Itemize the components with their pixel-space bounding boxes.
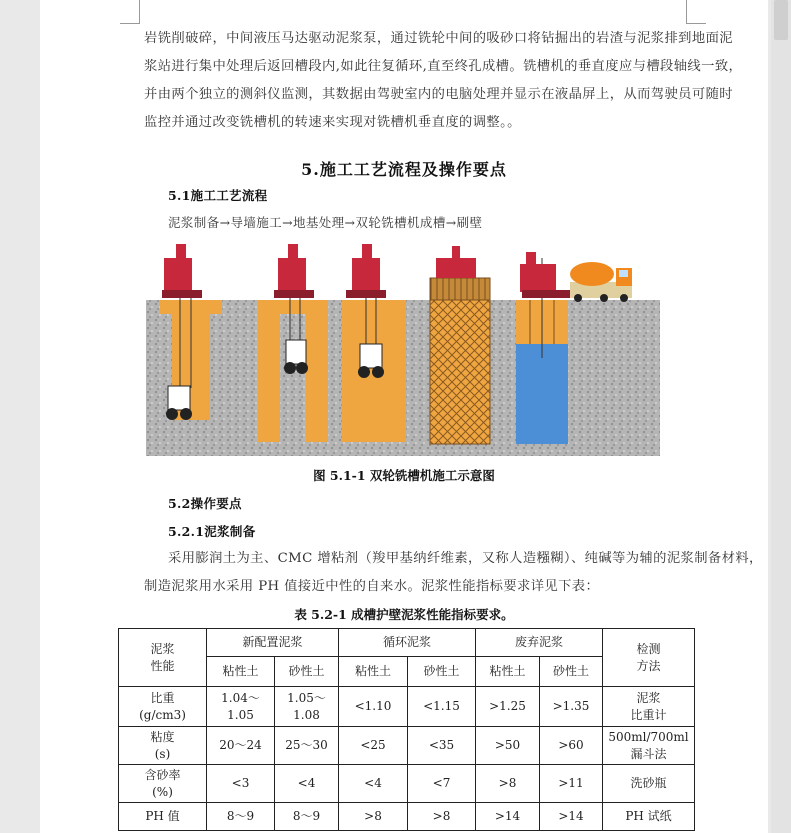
figure-caption: 图 5.1-1 双轮铣槽机施工示意图 — [313, 468, 495, 483]
subcol-header: 粘性土 — [476, 657, 540, 687]
document-page — [40, 0, 768, 833]
value-cell: <4 — [275, 765, 339, 803]
stage-3-excavation — [342, 244, 406, 442]
method-header-cell: 检测 方法 — [603, 629, 695, 687]
intro-line: 浆站进行集中处理后返回槽段内,如此往复循环,直至终孔成槽。铣槽机的垂直度应与槽段轴线一致， — [144, 59, 743, 74]
table-caption: 表 5.2-1 成槽护壁泥浆性能指标要求。 — [294, 607, 514, 622]
group-header-new: 新配置泥浆 — [207, 629, 339, 657]
value-cell: >1.25 — [476, 687, 540, 727]
value-cell: 8～9 — [275, 803, 339, 831]
group-header-waste: 废弃泥浆 — [476, 629, 603, 657]
value-cell: <1.15 — [408, 687, 476, 727]
value-cell: >8 — [476, 765, 540, 803]
value-cell: <25 — [339, 727, 408, 765]
value-cell: <1.10 — [339, 687, 408, 727]
crop-mark-top-right — [686, 0, 706, 24]
value-cell: <4 — [339, 765, 408, 803]
table-header-row — [119, 629, 695, 657]
subsection-heading-5-2-1: 5.2.1泥浆制备 — [168, 524, 256, 539]
value-cell: <35 — [408, 727, 476, 765]
body-line: 采用膨润土为主、CMC 增粘剂（羧甲基纳纤维素，又称人造糨糊）、纯碱等为辅的泥浆制备材料， — [168, 551, 763, 566]
method-cell: PH 试纸 — [603, 803, 695, 831]
subcol-header: 粘性土 — [207, 657, 275, 687]
value-cell: 20～24 — [207, 727, 275, 765]
subsection-heading-5-2: 5.2操作要点 — [168, 496, 242, 511]
corner-header-cell: 泥浆 性能 — [119, 629, 207, 687]
subcol-header: 砂性土 — [408, 657, 476, 687]
trench-cutter-illustration — [146, 238, 660, 456]
trench-cutter-figure — [146, 238, 660, 456]
value-cell: 1.04～ 1.05 — [207, 687, 275, 727]
subcol-header: 粘性土 — [339, 657, 408, 687]
crop-mark-top-left — [120, 0, 140, 24]
value-cell: >8 — [408, 803, 476, 831]
method-cell: 洗砂瓶 — [603, 765, 695, 803]
slurry-spec-table — [118, 628, 695, 831]
value-cell: >50 — [476, 727, 540, 765]
intro-paragraph — [144, 25, 743, 137]
subcol-header: 砂性土 — [275, 657, 339, 687]
value-cell: >11 — [540, 765, 603, 803]
subcol-header: 砂性土 — [540, 657, 603, 687]
value-cell: >8 — [339, 803, 408, 831]
subsection-heading-5-1: 5.1施工工艺流程 — [168, 188, 268, 203]
section-heading: 5.施工工艺流程及操作要点 — [301, 160, 507, 179]
value-cell: >1.35 — [540, 687, 603, 727]
body-line: 制造泥浆用水采用 PH 值接近中性的自来水。泥浆性能指标要求详见下表： — [144, 579, 600, 594]
value-cell: >60 — [540, 727, 603, 765]
method-cell: 泥浆 比重计 — [603, 687, 695, 727]
table-row — [119, 727, 695, 765]
row-label-cell: 粘度 (s) — [119, 727, 207, 765]
body-paragraph — [144, 545, 763, 601]
value-cell: 1.05～ 1.08 — [275, 687, 339, 727]
value-cell: >14 — [476, 803, 540, 831]
stage-4-cage — [430, 246, 490, 444]
intro-line: 岩铣削破碎，中间液压马达驱动泥浆泵，通过铣轮中间的吸砂口将钻掘出的岩渣与泥浆排到地面泥 — [144, 31, 733, 46]
group-header-recycled: 循环泥浆 — [339, 629, 476, 657]
table-row — [119, 687, 695, 727]
method-cell: 500ml/700ml 漏斗法 — [603, 727, 695, 765]
row-label-cell: 比重 (g/cm3) — [119, 687, 207, 727]
scrollbar-thumb[interactable] — [774, 0, 788, 40]
value-cell: 8～9 — [207, 803, 275, 831]
table-row — [119, 765, 695, 803]
vertical-scrollbar[interactable] — [771, 0, 791, 833]
process-flow-text: 泥浆制备→导墙施工→地基处理→双轮铣槽机成槽→刷壁 — [168, 215, 483, 230]
row-label-cell: PH 值 — [119, 803, 207, 831]
value-cell: <3 — [207, 765, 275, 803]
value-cell: 25～30 — [275, 727, 339, 765]
row-label-cell: 含砂率 (%) — [119, 765, 207, 803]
value-cell: >14 — [540, 803, 603, 831]
value-cell: <7 — [408, 765, 476, 803]
intro-line: 监控并通过改变铣槽机的转速来实现对铣槽机垂直度的调整。。 — [144, 115, 521, 130]
table-row — [119, 803, 695, 831]
intro-line: 并由两个独立的测斜仪监测，其数据由驾驶室内的电脑处理并显示在液晶屏上，从而驾驶员可随时 — [144, 87, 733, 102]
